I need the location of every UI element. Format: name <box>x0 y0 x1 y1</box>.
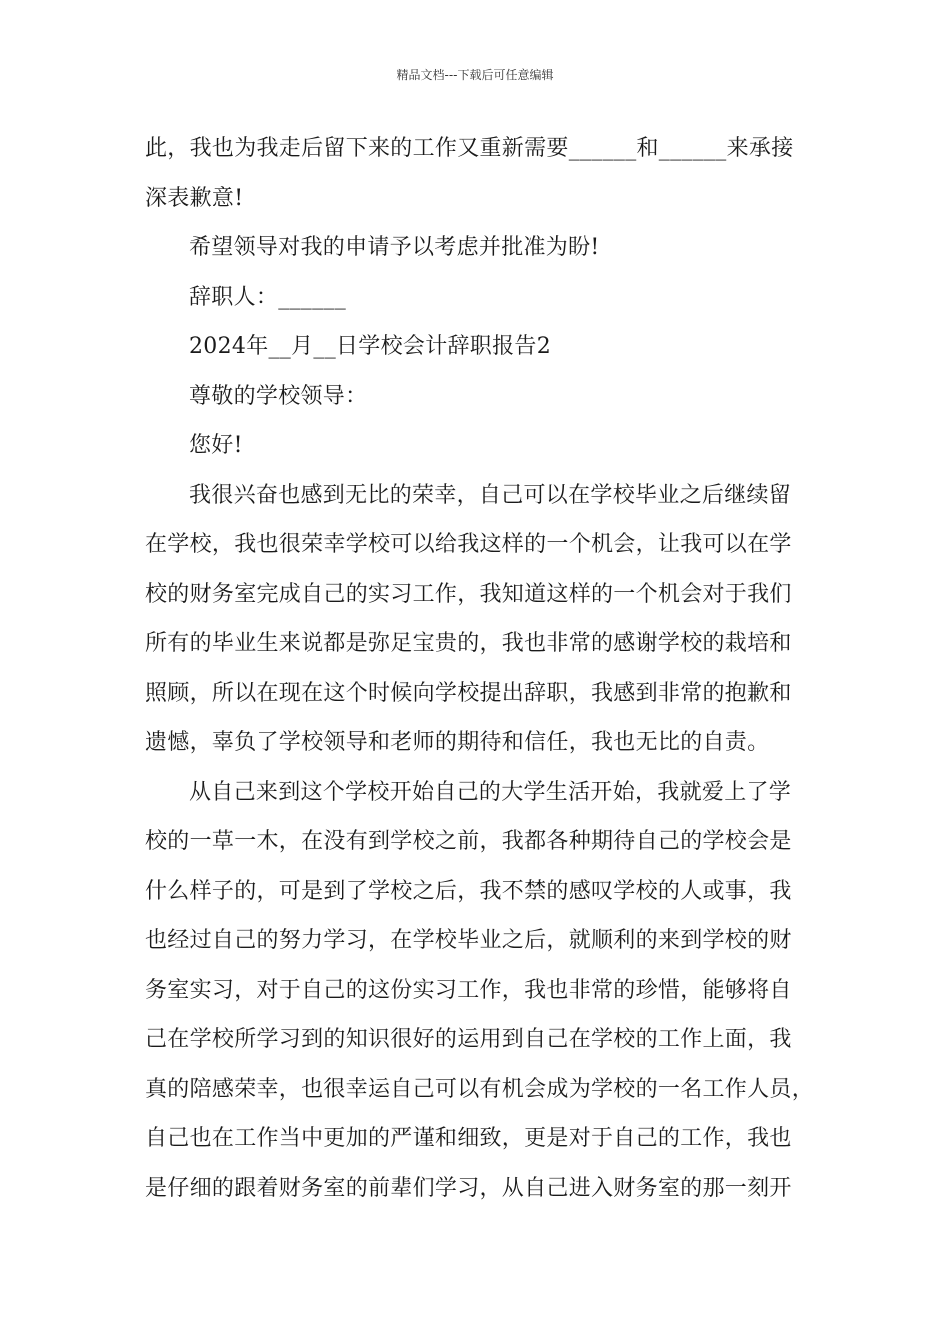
document-body <box>145 124 815 1213</box>
text-line: 真的陪感荣幸，也很幸运自己可以有机会成为学校的一名工作人员， <box>145 1076 815 1102</box>
text-line: 校的一草一木，在没有到学校之前，我都各种期待自己的学校会是 <box>145 829 792 854</box>
text-line: 此，我也为我走后留下来的工作又重新需要______和______来承接 <box>145 136 794 161</box>
salutation: 尊敬的学校领导： <box>189 383 368 409</box>
date-title-line: 2024年__月__日学校会计辞职报告2 <box>189 334 551 359</box>
paragraph-start: 我很兴奋也感到无比的荣幸，自己可以在学校毕业之后继续留 <box>189 482 792 508</box>
text-line: 深表歉意! <box>145 185 244 211</box>
text-line: 所有的毕业生来说都是弥足宝贵的，我也非常的感谢学校的栽培和 <box>145 631 792 656</box>
text-line: 务室实习，对于自己的这份实习工作，我也非常的珍惜，能够将自 <box>145 977 792 1003</box>
text-line: 是仔细的跟着财务室的前辈们学习，从自己进入财务室的那一刻开 <box>145 1175 792 1201</box>
text-line: 自己也在工作当中更加的严谨和细致，更是对于自己的工作，我也 <box>145 1126 792 1151</box>
paragraph-start: 从自己来到这个学校开始自己的大学生活开始，我就爱上了学 <box>189 779 792 805</box>
text-line: 在学校，我也很荣幸学校可以给我这样的一个机会，让我可以在学 <box>145 532 792 557</box>
page-header: 精品文档---下载后可任意编辑 <box>396 68 554 82</box>
signature-line: 辞职人：______ <box>189 284 347 310</box>
text-line: 照顾，所以在现在这个时候向学校提出辞职，我感到非常的抱歉和 <box>145 680 792 706</box>
greeting: 您好! <box>189 433 243 458</box>
text-line: 校的财务室完成自己的实习工作，我知道这样的一个机会对于我们 <box>145 581 792 607</box>
text-line: 什么样子的，可是到了学校之后，我不禁的感叹学校的人或事，我 <box>145 878 792 904</box>
text-line: 也经过自己的努力学习，在学校毕业之后，就顺利的来到学校的财 <box>145 928 792 953</box>
text-line: 遗憾，辜负了学校领导和老师的期待和信任，我也无比的自责。 <box>145 730 770 755</box>
text-line: 希望领导对我的申请予以考虑并批准为盼! <box>189 235 600 260</box>
text-line: 己在学校所学习到的知识很好的运用到自己在学校的工作上面，我 <box>145 1027 792 1052</box>
